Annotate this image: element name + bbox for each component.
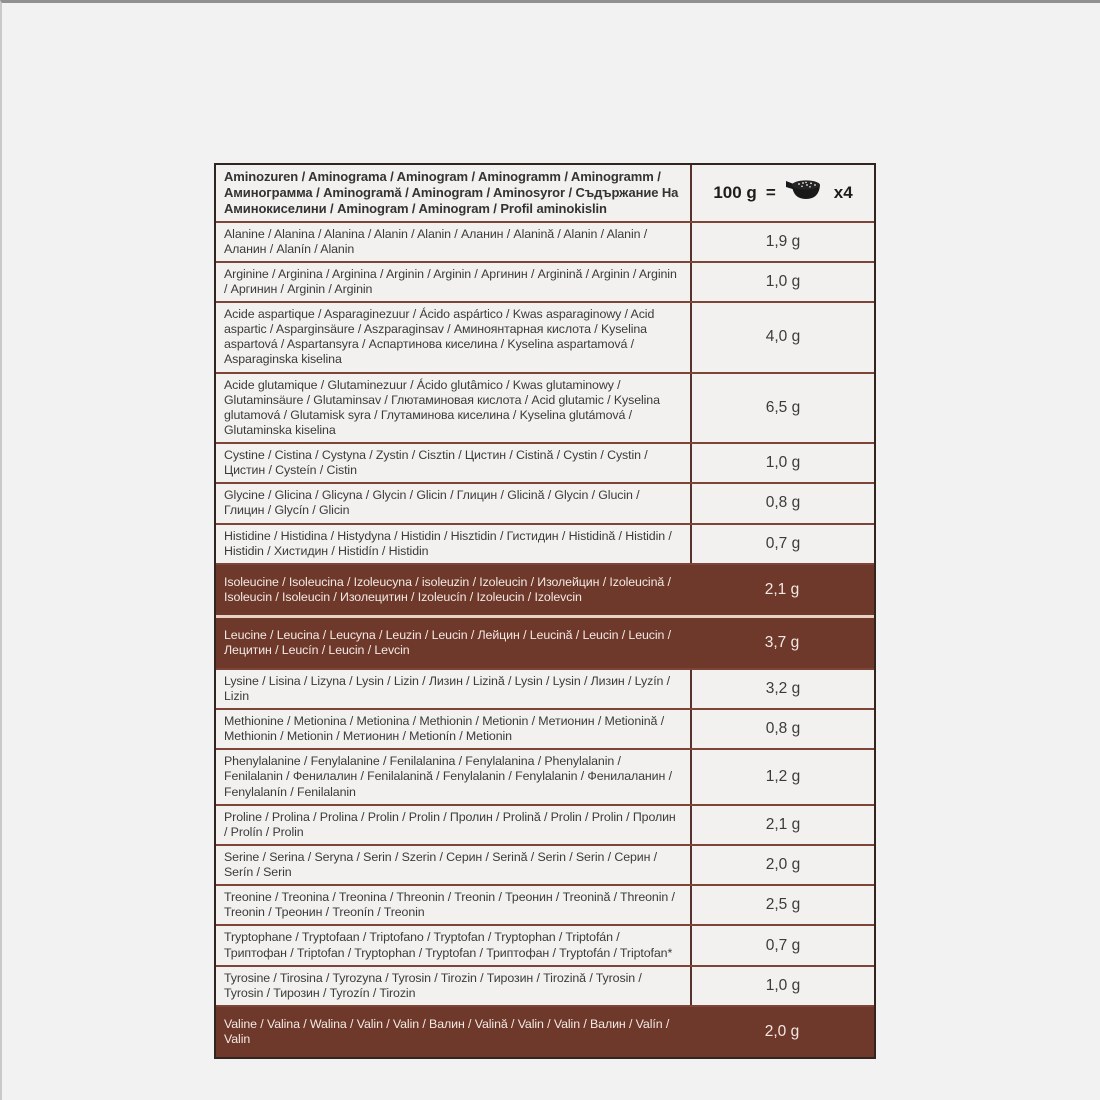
scoop-multiplier: x4 <box>833 182 853 202</box>
amino-table-body <box>216 221 874 1057</box>
amino-value: 3,2 g <box>690 670 874 708</box>
aminogram-table <box>214 163 876 1059</box>
amino-names: Glycine / Glicina / Glicyna / Glycin / Glicin / Глицин / Glicină / Glycin / Glucin / Глицин / Glycín / Glicin <box>224 488 640 518</box>
amino-value: 3,7 g <box>764 633 800 651</box>
table-row <box>216 261 874 301</box>
table-row <box>216 221 874 261</box>
table-row <box>216 301 874 372</box>
amino-names: Cystine / Cistina / Cystyna / Zystin / Cisztin / Цистин / Cistină / Cystin / Cystin / Цистин / Cysteín / Cistin <box>224 448 648 478</box>
table-row <box>216 482 874 522</box>
amino-names: Leucine / Leucina / Leucyna / Leuzin / Leucin / Лейцин / Leucină / Leucin / Leucin / Лецитин / Leucín / Leucin / Levcin <box>224 627 672 657</box>
table-row <box>216 563 874 615</box>
amino-names: Valine / Valina / Walina / Valin / Valin / Валин / Valină / Valin / Valin / Валин / Valín / Valin <box>224 1016 670 1046</box>
amino-value: 2,5 g <box>690 886 874 924</box>
amino-names: Phenylalanine / Fenylalanine / Fenilalanina / Fenylalanina / Phenylalanin / Fenilalanin / Фенилалин / Fenilalanină / Fenylalanin / Fenylalanin / Фенилаланин / Fenylalanín / Fenilalanin <box>224 754 672 799</box>
amino-names: Acide aspartique / Asparaginezuur / Ácido aspártico / Kwas asparaginowy / Acid aspartic / Asparginsäure / Aszparaginsav / Аминоянтарная кислота / Kyselina aspartová / Aspartansyra / Аспартинова киселина / Kyselina aspartamová / Asparaginska kiselina <box>224 307 655 367</box>
amino-names: Acide glutamique / Glutaminezuur / Ácido glutâmico / Kwas glutaminowy / Glutaminsäure / Glutaminsav / Глютаминовая кислота / Acid glutamic / Kyselina glutamová / Glutamisk syra / Глутаминова киселина / Kyselina glutámová / Glutaminska kiselina <box>224 377 660 437</box>
table-row <box>216 372 874 443</box>
amino-value: 2,0 g <box>764 1022 800 1040</box>
amino-value: 2,1 g <box>764 580 800 598</box>
table-row <box>216 965 874 1005</box>
table-row <box>216 615 874 668</box>
table-row <box>216 924 874 964</box>
table-row <box>216 668 874 708</box>
serving-amount: 100 g <box>713 182 757 202</box>
amino-value: 1,2 g <box>690 750 874 803</box>
amino-value: 2,0 g <box>690 846 874 884</box>
amino-names: Serine / Serina / Seryna / Serin / Szerin / Серин / Serină / Serin / Serin / Серин / Serín / Serin <box>224 849 658 880</box>
table-row <box>216 1005 874 1057</box>
table-row <box>216 844 874 884</box>
table-row <box>216 708 874 748</box>
equals-sign: = <box>765 182 776 202</box>
table-row <box>216 748 874 803</box>
amino-names: Arginine / Arginina / Arginina / Arginin / Arginin / Аргинин / Arginină / Arginin / Arginin / Аргинин / Arginin / Arginin <box>224 266 677 296</box>
table-row <box>216 804 874 844</box>
amino-value: 0,7 g <box>690 926 874 964</box>
amino-value: 1,0 g <box>690 967 874 1005</box>
amino-value: 6,5 g <box>690 374 874 443</box>
table-row <box>216 523 874 563</box>
amino-names: Histidine / Histidina / Histydyna / Histidin / Hisztidin / Гистидин / Histidină / Histidin / Histidin / Хистидин / Histidín / Histidin <box>224 528 672 558</box>
amino-value: 1,9 g <box>690 223 874 261</box>
amino-names: Treonine / Treonina / Treonina / Threonin / Treonin / Треонин / Treonină / Threonin / Treonin / Треонин / Treonín / Treonin <box>224 890 675 920</box>
amino-names: Methionine / Metionina / Metionina / Methionin / Metionin / Метионин / Metionină / Methionin / Metionin / Метионин / Metionín / Metionin <box>224 714 665 744</box>
amino-value: 4,0 g <box>690 303 874 372</box>
amino-names: Lysine / Lisina / Lizyna / Lysin / Lizin / Лизин / Lizină / Lysin / Lysin / Лизин / Lyzín / Lizin <box>224 673 671 703</box>
amino-value: 0,8 g <box>690 484 874 522</box>
amino-value: 0,8 g <box>690 710 874 748</box>
table-row <box>216 884 874 924</box>
amino-names: Alanine / Alanina / Alanina / Alanin / Alanin / Аланин / Alanină / Alanin / Alanin / Аланин / Alanín / Alanin <box>224 226 648 256</box>
scoop-icon <box>785 177 825 208</box>
amino-names: Tryptophane / Tryptofaan / Triptofano / Tryptofan / Tryptophan / Triptofán / Триптофан / Triptofan / Tryptophan / Tryptofan / Триптофан / Tryptofán / Triptofan* <box>224 930 673 960</box>
amino-value: 0,7 g <box>690 525 874 563</box>
amino-value: 1,0 g <box>690 263 874 301</box>
amino-value: 1,0 g <box>690 444 874 482</box>
serving-info <box>690 165 874 221</box>
amino-names: Proline / Prolina / Prolina / Prolin / Prolin / Пролин / Prolină / Prolin / Prolin / Пролин / Prolín / Prolin <box>224 809 676 839</box>
table-header-row <box>216 165 874 221</box>
amino-names: Isoleucine / Isoleucina / Izoleucyna / isoleuzin / Izoleucin / Изолейцин / Izoleucină / Isoleucin / Isoleucin / Изолецитин / Izoleucín / Izoleucin / Izolevcin <box>224 574 671 604</box>
amino-names: Tyrosine / Tirosina / Tyrozyna / Tyrosin / Tirozin / Тирозин / Tirozină / Tyrosin / Tyrosin / Тирозин / Tyrozín / Tirozin <box>224 970 642 1000</box>
aminogram-title: Aminozuren / Aminograma / Aminogram / Aminogramm / Aminogramm / Аминограмма / Aminogramă / Aminogram / Aminosyror / Съдържание На Аминокиселини / Aminogram / Aminogram / Profil aminokislin <box>224 169 679 216</box>
amino-value: 2,1 g <box>690 806 874 844</box>
table-row <box>216 442 874 482</box>
